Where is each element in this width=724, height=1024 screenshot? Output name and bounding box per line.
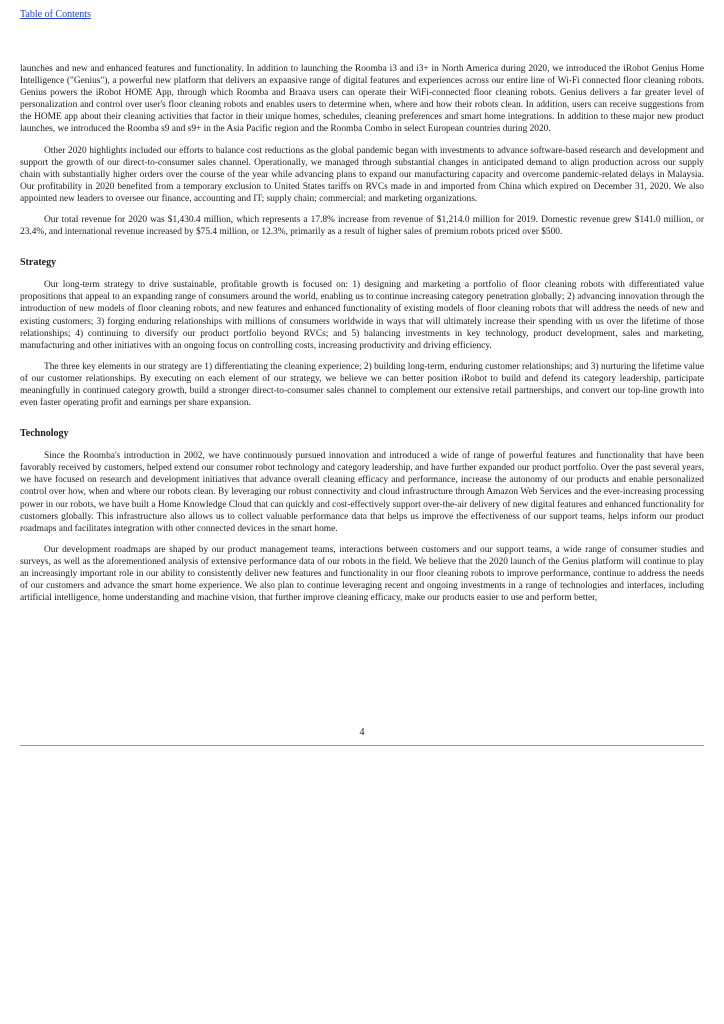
paragraph-strategy-focus: Our long-term strategy to drive sustainable, profitable growth is focused on: 1) designing and marketing a portfolio of floor cleaning robots with differentiated value propositions that appeal to an expanding range of consumers around the world, enabling us to continue increasing category penetration globally; 2) advancing innovation through the introduction of new models of floor cleaning robots, and new features and enhanced functionality of existing models of floor cleaning robots that will address the needs of new and existing customers; 3) forging enduring relationships with millions of consumers worldwide in ways that will ultimately increase their spending with us over the lifetime of those relationships; 4) continuing to diversify our product portfolio beyond RVCs; and 5) balancing investments in key technology, product development, sales and marketing, manufacturing and other initiatives with an ongoing focus on controlling costs, increasing productivity and driving efficiency. [20, 280, 704, 351]
page-divider [20, 745, 704, 746]
table-of-contents-link[interactable]: Table of Contents [20, 9, 91, 20]
paragraph-strategy-elements: The three key elements in our strategy are 1) differentiating the cleaning experience; 2) building long-term, enduring customer relationships; and 3) nurturing the lifetime value of our customer relationships. By executing on each element of our strategy, we believe we can better position iRobot to build and defend its category leadership, participate meaningfully in continued category growth, build a stronger direct-to-consumer sales channel to complement our extensive retail partnerships, and convert our top-line growth into even faster operating profit and earnings per share expansion. [20, 361, 704, 409]
paragraph-technology-innovation: Since the Roomba's introduction in 2002, we have continuously pursued innovation and introduced a wide of range of powerful features and functionality that have been favorably received by customers, helped extend our consumer robot technology and category leadership, and have further expanded our product portfolio. Over the past several years, we have focused on research and development initiatives that advance overall cleaning efficacy and performance, increase the autonomy of our products and enable personalized control over how, when and where our robots clean. By leveraging our robust connectivity and cloud infrastructure through Amazon Web Services and the ever-increasing processing power in our robots, we have built a Home Knowledge Cloud that can quickly and cost-effectively support over-the-air delivery of new digital features and enhanced functionality for customers globally. This infrastructure also allows us to collect valuable performance data that helps us improve the effectiveness of our support teams, helps inform our product roadmaps and facilitates integration with other connected devices in the smart home. [20, 451, 704, 534]
paragraph-revenue: Our total revenue for 2020 was $1,430.4 million, which represents a 17.8% increase from revenue of $1,214.0 million for 2019. Domestic revenue grew $141.0 million, or 23.4%, and international revenue increased by $75.4 million, or 12.3%, primarily as a result of higher sales of premium robots priced over $500. [20, 215, 704, 238]
strategy-heading: Strategy [20, 257, 57, 269]
technology-heading: Technology [20, 428, 69, 440]
document-body [20, 63, 704, 613]
paragraph-2020-highlights: Other 2020 highlights included our efforts to balance cost reductions as the global pandemic began with investments to advance software-based research and development and support the growth of our direct-to-consumer sales channel. Operationally, we managed through substantial changes in anticipated demand to align production across our supply chain with substantially higher orders over the course of the year while advancing plans to expand our manufacturing capacity and overcome pandemic-related delays in Malaysia. Our profitability in 2020 benefited from a temporary exclusion to United States tariffs on RVCs made in and imported from China which expired on December 31, 2020. We also appointed new leaders to oversee our finance, accounting and IT; supply chain; commercial; and marketing organizations. [20, 145, 704, 204]
paragraph-technology-roadmaps: Our development roadmaps are shaped by our product management teams, interactions between customers and our support teams, a wide range of consumer studies and surveys, as well as the aforementioned analysis of extensive performance data of our robots in the field. We believe that the 2020 launch of the Genius platform will continue to play an increasingly important role in our ability to consistently deliver new features and functionality in our floor cleaning robots to improve performance, continue to address the needs of our customers and advance the smart home experience. We also plan to continue leveraging recent and ongoing investments in a range of technologies and interfaces, including artificial intelligence, home understanding and machine vision, that further improve cleaning efficacy, make our products easier to use and perform better, [20, 544, 704, 604]
page-number: 4 [359, 727, 365, 738]
paragraph-product-launches: launches and new and enhanced features and functionality. In addition to launching the Roomba i3 and i3+ in North America during 2020, we introduced the iRobot Genius Home Intelligence ("Genius"), a powerful new platform that delivers an expansive range of digital features and experiences across our entire line of Wi-Fi connected floor cleaning robots. Genius powers the iRobot HOME App, through which Roomba and Braava users can operate their WiFi-connected floor cleaning robots. Genius delivers a far greater level of personalization and control over user's floor cleaning robots and enables users to determine when, where and how their robots clean. In addition, users can receive suggestions from the HOME app about their cleaning activities that factor in their unique homes, schedules, cleaning preferences and smart home integrations. In addition to these major new product launches, we introduced the Roomba s9 and s9+ in the Asia Pacific region and the Roomba Combo in select European countries during 2020. [20, 64, 704, 135]
